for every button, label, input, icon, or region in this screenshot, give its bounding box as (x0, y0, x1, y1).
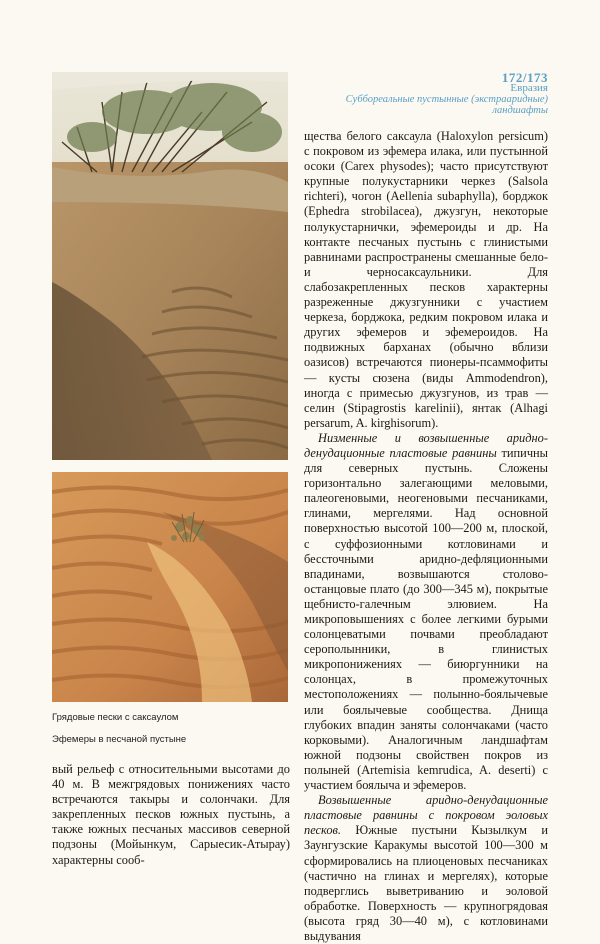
paragraph-lead: Низменные и возвышенные аридно-денудационные пластовые равнины (304, 430, 548, 460)
section-title: Евразия (510, 82, 548, 94)
caption-photo2: Эфемеры в песчаной пустыне (52, 734, 187, 745)
page-numbers: 172/173 (501, 70, 548, 85)
caption-photo1: Грядовые пески с саксаулом (52, 712, 179, 723)
photo-sand-ridges-saxaul (52, 72, 288, 460)
paragraph-body: типичны для северных пустынь. Сложены горизонтально залегающими меловыми, палеогеновыми, неогеновыми песчаниками, глинами, мергелями. Над основной поверхностью высотой 100—200 м, плоской, с суффозионными котловинами и бессточными аридно-дефляционными впадинами, возвышаются столово-останцовые плато (до 300—345 м), покрытые щебнисто-галечным элювием. На микроповышениях с более легкими бурыми солонцеватыми почвами преобладают серополынники, в глинистых микропонижениях — биюргунники на солонцах, в промежуточных местоположениях — полынно-боялычевые или боялычевые сообщества. Днища глубоких впадин заняты солончаками (часто корковыми). Аналогичным ландшафтам южной подзоны свойствен покров из полыней (Artemisia kemrudica, A. deserti) с участием боялыча и эфемеров. (304, 445, 549, 793)
left-text-column (52, 762, 290, 868)
paragraph-lead: Возвышенные аридно-денудационные пластовые равнины с покровом эоловых песков. (304, 793, 548, 838)
paragraph-body: Южные пустыни Кызылкум и Заунгузские Каракумы высотой 100—300 м сформировались на плиоценовых песчаниках (частично на глинах и мергелях), которые подверглись выветриванию и эоловой обработке. Поверхность — крупногрядовая (высота гряд 30—40 м), с котловинами выдувания (304, 823, 548, 943)
paragraph: вый рельеф с относительными высотами до 40 м. В межгрядовых понижениях часто встречаются такыры и солончаки. Для закрепленных песков южных пустынь, а также южных песчаных массивов северной подзоны (Мойынкум, Сарыесик-Атырау) характерны сооб- (52, 762, 290, 867)
paragraph (304, 793, 548, 944)
photo-sand-ridges-saxaul-image (52, 72, 288, 460)
running-header (328, 72, 548, 116)
right-text-column (304, 129, 548, 944)
photo-ephemerals-sandy-desert (52, 472, 288, 702)
photo-ephemerals-sandy-desert-image (52, 472, 288, 702)
subsection-title: Суббореальные пустынные (экстрааридные) ландшафты (345, 94, 548, 116)
paragraph (304, 431, 548, 793)
paragraph: щества белого саксаула (Haloxylon persicum) с покровом из эфемера илака, или пустынной осоки (Carex physodes); часто присутствуют крупные полукустарники черкез (Salsola richteri), чогон (Aellenia subaphylla), борджок (Ephedra strobilacea), джузгун, некоторые полукустарнички, эфемероиды и др. На контакте песчаных пустынь с глинистыми равнинами распространены смешанные бело- и черносаксаульники. Для слабозакрепленных песков характерны разреженные джузгунники с участием черкеза, борджока, редким покровом илака и других эфемеров и эфемероидов. На подвижных барханах (обычно вблизи оазисов) встречаются пионеры-псаммофиты — кусты сюзена (виды Ammodendron), иногда с примесью джузгунов, из трав — селин (Stipagrostis karelinii), янтак (Alhagi persarum, A. kirghisorum). (304, 129, 548, 430)
